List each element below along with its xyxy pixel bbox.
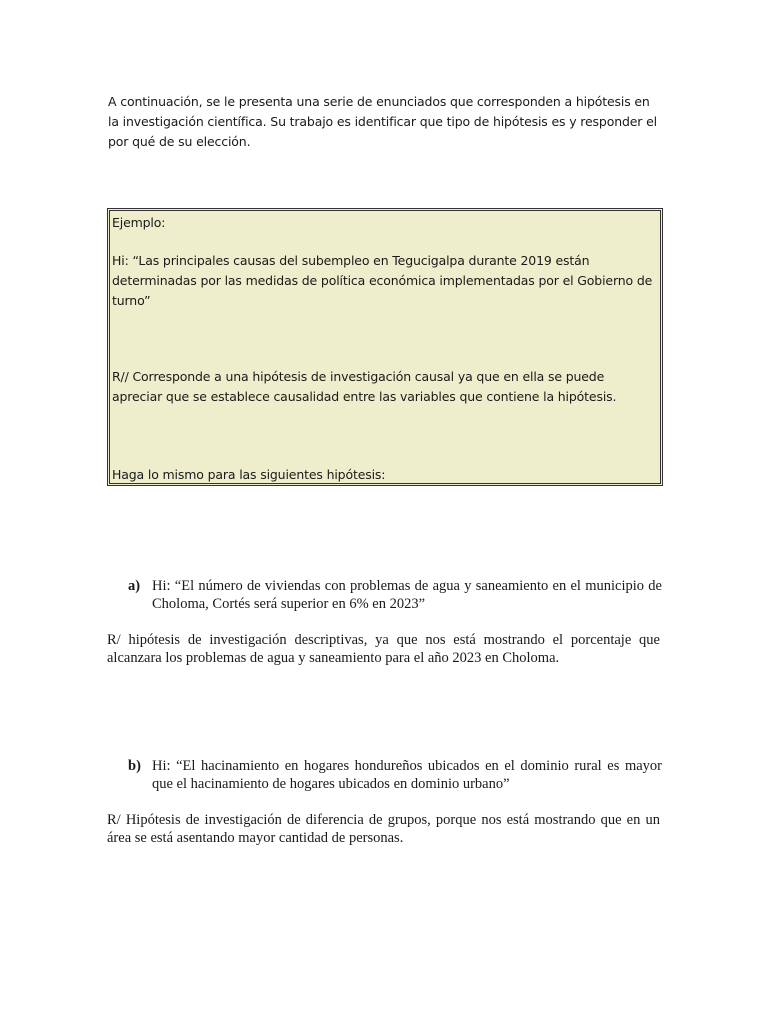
list-marker: b) xyxy=(128,758,141,774)
hypothesis-text: Hi: “El hacinamiento en hogares hondureños ubicados en el dominio rural es mayor que el hacinamiento de hogares ubicados en dominio urbano” xyxy=(152,758,662,792)
example-answer: R// Corresponde a una hipótesis de investigación causal ya que en ella se puede apreciar que se establece causalidad entre las variables que contiene la hipótesis. xyxy=(112,369,617,404)
answer-b: R/ Hipótesis de investigación de diferencia de grupos, porque nos está mostrando que en un área se está asentando mayor cantidad de personas. xyxy=(107,812,660,846)
list-marker: a) xyxy=(128,578,141,594)
hypothesis-item-b xyxy=(128,757,662,793)
intro-paragraph: A continuación, se le presenta una serie de enunciados que corresponden a hipótesis en la investigación científica. Su trabajo es identificar que tipo de hipótesis es y responder el por qué de su elección. xyxy=(108,94,657,149)
example-instruction: Haga lo mismo para las siguientes hipótesis: xyxy=(112,467,386,482)
hypothesis-text: Hi: “El número de viviendas con problemas de agua y saneamiento en el municipio de Choloma, Cortés será superior en 6% en 2023” xyxy=(152,578,662,612)
answer-a: R/ hipótesis de investigación descriptivas, ya que nos está mostrando el porcentaje que alcanzara los problemas de agua y saneamiento para el año 2023 en Choloma. xyxy=(107,632,660,666)
example-hypothesis: Hi: “Las principales causas del subempleo en Tegucigalpa durante 2019 están determinadas por las medidas de política económica implementadas por el Gobierno de turno” xyxy=(112,253,653,308)
hypothesis-item-a xyxy=(128,577,662,613)
example-title: Ejemplo: xyxy=(112,215,166,230)
example-box xyxy=(107,208,663,486)
